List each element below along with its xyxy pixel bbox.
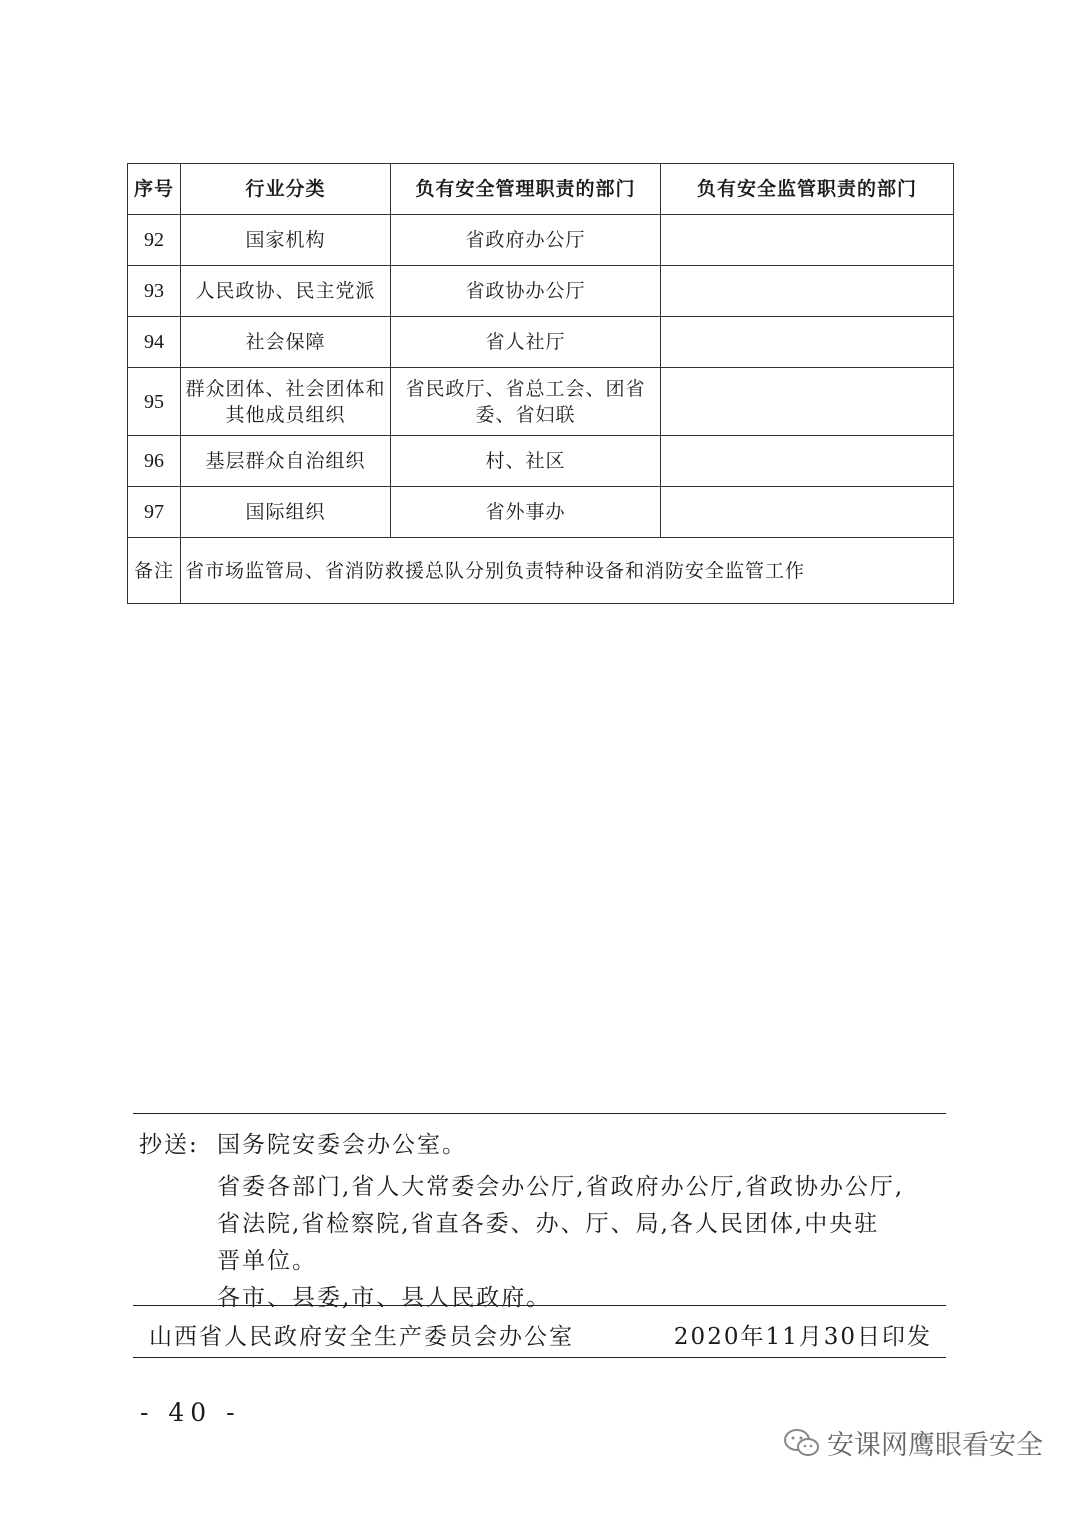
row-category: 人民政协、民主党派: [181, 266, 391, 317]
table-row: [128, 487, 954, 538]
cc-line: 晋单位。: [217, 1248, 317, 1274]
row-no: 94: [128, 317, 181, 368]
watermark: [783, 1423, 1043, 1462]
row-category: 国家机构: [181, 215, 391, 266]
table-row: [128, 215, 954, 266]
table-row: [128, 266, 954, 317]
row-management-dept: 省民政厅、省总工会、团省委、省妇联: [391, 368, 661, 436]
header-supervision-dept: 负有安全监管职责的部门: [661, 164, 954, 215]
row-category: 社会保障: [181, 317, 391, 368]
table-row: [128, 317, 954, 368]
cc-recipient-state-council: 国务院安委会办公室。: [217, 1132, 467, 1158]
responsibility-table: [127, 163, 954, 604]
row-no: 95: [128, 368, 181, 436]
page-number: - 40 -: [140, 1398, 241, 1427]
row-management-dept: 村、社区: [391, 436, 661, 487]
cc-recipient-local: 各市、县委,市、县人民政府。: [217, 1285, 552, 1311]
issue-date: 2020年11月30日印发: [673, 1324, 932, 1350]
table-note-row: [128, 538, 954, 604]
table-header-row: [128, 164, 954, 215]
header-category: 行业分类: [181, 164, 391, 215]
row-supervision-dept: [661, 215, 954, 266]
cc-line: 省法院,省检察院,省直各委、办、厅、局,各人民团体,中央驻: [217, 1211, 880, 1237]
row-no: 96: [128, 436, 181, 487]
row-management-dept: 省外事办: [391, 487, 661, 538]
issuer: 山西省人民政府安全生产委员会办公室: [149, 1324, 574, 1350]
cc-line: 省委各部门,省人大常委会办公厅,省政府办公厅,省政协办公厅,: [217, 1174, 905, 1200]
row-no: 92: [128, 215, 181, 266]
header-management-dept: 负有安全管理职责的部门: [391, 164, 661, 215]
row-supervision-dept: [661, 436, 954, 487]
table-row: [128, 368, 954, 436]
row-category: 群众团体、社会团体和其他成员组织: [181, 368, 391, 436]
note-text: 省市场监管局、省消防救援总队分别负责特种设备和消防安全监管工作: [181, 538, 954, 604]
watermark-text: 安课网鹰眼看安全: [827, 1430, 1043, 1461]
row-supervision-dept: [661, 266, 954, 317]
wechat-icon: [783, 1428, 821, 1458]
row-management-dept: 省政府办公厅: [391, 215, 661, 266]
row-no: 97: [128, 487, 181, 538]
divider: [133, 1305, 946, 1306]
header-no: 序号: [128, 164, 181, 215]
cc-recipient-provincial: [217, 1169, 947, 1317]
row-supervision-dept: [661, 368, 954, 436]
cc-label: 抄送:: [139, 1132, 199, 1158]
row-supervision-dept: [661, 487, 954, 538]
cc-block: [133, 1113, 946, 1358]
table-row: [128, 436, 954, 487]
row-management-dept: 省人社厅: [391, 317, 661, 368]
row-category: 国际组织: [181, 487, 391, 538]
row-management-dept: 省政协办公厅: [391, 266, 661, 317]
note-label: 备注: [128, 538, 181, 604]
row-category: 基层群众自治组织: [181, 436, 391, 487]
row-supervision-dept: [661, 317, 954, 368]
row-no: 93: [128, 266, 181, 317]
